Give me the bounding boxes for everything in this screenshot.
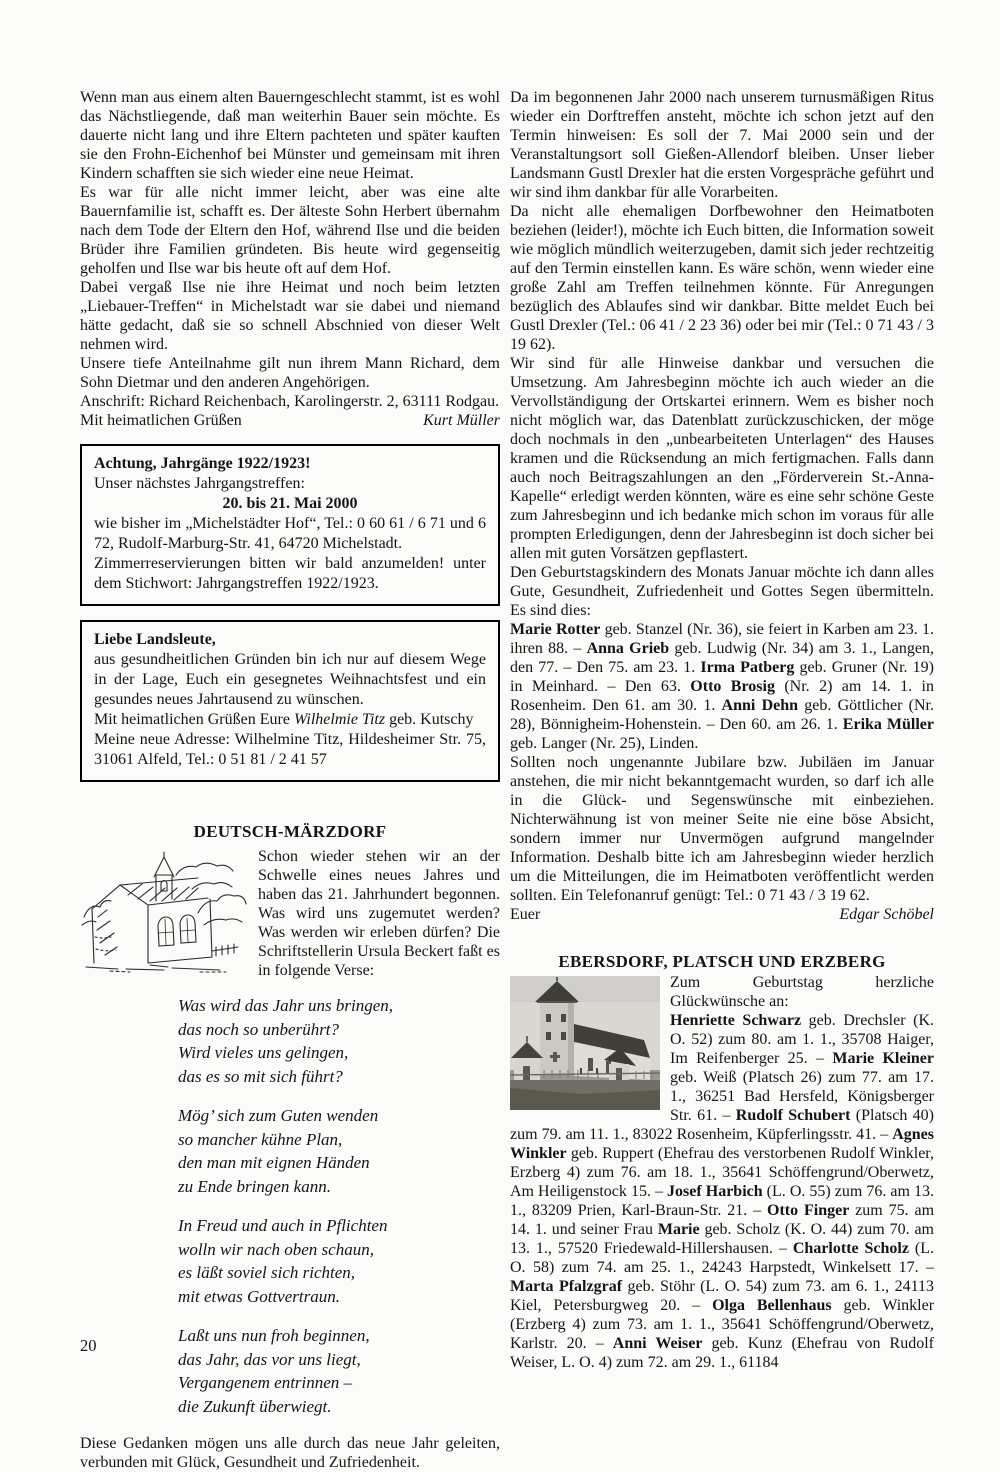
notice-title: Liebe Landsleute,	[94, 631, 216, 648]
notice-date: 20. bis 21. Mai 2000	[222, 495, 358, 512]
dorftreffen-paragraph: Da im begonnenen Jahr 2000 nach unserem turnusmäßigen Ritus wieder ein Dorftreffen ansteht, möchte ich schon jetzt auf den Termin hinweisen: Es soll der 7. Mai 2000 sein und der Veranstaltungsort soll Gießen-Allendorf bleiben. Unser lieber Landsmann Gustl Drexler hat die ersten Vorgespräche geführt und wir sind ihm dankbar für alle Vorarbeiten.	[510, 89, 934, 201]
two-column-layout	[80, 88, 934, 1472]
dorftreffen-paragraph: Wir sind für alle Hinweise dankbar und versuchen die Umsetzung. Am Jahresbeginn möchte ich auch wieder an die Vervollständigung der Ortskartei erinnern. Wem es bisher noch nicht möglich war, das Datenblatt zurückzuschicken, der möge doch nochmals in den „unbearbeiteten Unterlagen“ des Hauses kramen und die Rücksendung an mich fertigmachen. Falls dann auch noch Beitragszahlungen an den „Förderverein St.-Anna-Kapelle“ erledigt werden könnten, wäre es eine sehr schöne Geste zum Jahresbeginn und ich bedanke mich schon im voraus für alle prompten Erledigungen, denn der Jahresbeginn ist doch sicher bei allen mit guten Vorsätzen gepflastert.	[510, 355, 934, 562]
right-column	[510, 88, 934, 1472]
dorftreffen-paragraph: Da nicht alle ehemaligen Dorfbewohner den Heimatboten beziehen (leider!), möchte ich Euch bitten, die Information soweit wie möglich mündlich weiterzugeben, damit sich jeder rechtzeitig auf den Termin einstellen kann. Es wäre schön, wenn wieder eine große Zahl am Treffen teilnehmen könnte. Für Anregungen bezüglich des Ablaufes sind wir dankbar. Bitte meldet Euch bei Gustl Drexler (Tel.: 06 41 / 2 23 36) oder bei mir (Tel.: 0 71 43 / 3 19 62).	[510, 203, 934, 353]
notice-body: aus gesundheitlichen Gründen bin ich nur auf diesem Wege in der Lage, Euch ein gesegnetes Weihnachtsfest und ein gesundes neues Jahrtausend zu wünschen.	[94, 651, 486, 708]
poem-stanza: Was wird das Jahr uns bringen, das noch so unberührt? Wird vieles uns gelingen, das es so mit sich führt?	[178, 996, 394, 1086]
obituary-article	[80, 88, 500, 430]
signature-author: Kurt Müller	[423, 412, 500, 429]
ebersdorf-block	[510, 973, 934, 1372]
maerzdorf-closing-text: Diese Gedanken mögen uns alle durch das neue Jahr geleiten, verbunden mit Glück, Gesundheit und Zufriedenheit.	[80, 1435, 500, 1471]
signature-author: Edgar Schöbel	[839, 906, 934, 923]
notice-body: Meine neue Adresse: Wilhelmine Titz, Hildesheimer Str. 75, 31061 Alfeld, Tel.: 0 51 81 / 2 41 57	[94, 731, 486, 768]
obituary-paragraph: Unsere tiefe Anteilnahme gilt nun ihrem Mann Richard, dem Sohn Dietmar und den anderen Angehörigen.	[80, 355, 500, 391]
signature-greeting: Mit heimatlichen Grüßen	[80, 412, 242, 429]
jubilare-paragraph: Sollten noch ungenannte Jubilare bzw. Jubiläen im Januar anstehen, die mir nicht bekanntgemacht wurden, so darf ich alle in die Glück- und Segenswünsche mit einbeziehen. Nichterwähnung ist von meiner Seite nie eine böse Absicht, sondern immer nur Unvermögen aufgrund mangelnder Information. Deshalb bitte ich am Jahresbeginn wieder herzlich um die Mitteilungen, die im Heimatboten veröffentlicht werden sollten. Ein Telefonanruf genügt: Tel.: 0 71 43 / 3 19 62.	[510, 754, 934, 904]
maerzdorf-intro-text: Schon wieder stehen wir an der Schwelle eines neues Jahres und haben das 21. Jahrhundert begonnen. Was wird uns zugemutet werden? Was werden wir erleben dürfen? Die Schriftstellerin Ursula Beckert faßt es in folgende Verse:	[258, 848, 500, 979]
obituary-paragraph: Wenn man aus einem alten Bauerngeschlecht stammt, ist es wohl das Nächstliegende, daß man weiterhin Bauer sein möchte. Es dauerte nicht lang und ihre Eltern pachteten und später kauften sie den Frohn-Eichenhof bei Münster und gemeinsam mit ihren Kindern schafften sie sich wieder eine neue Heimat.	[80, 89, 500, 182]
dorftreffen-paragraph: Den Geburtstagskindern des Monats Januar möchte ich dann alles Gute, Gesundheit, Zufriedenheit und Gottes Segen übermitteln. Es sind dies:	[510, 564, 934, 619]
notice-line: Unser nächstes Jahrgangstreffen:	[94, 475, 305, 492]
page-number: 20	[80, 1336, 97, 1355]
ebersdorf-greetings-text: Henriette Schwarz geb. Drechsler (K. O. 52) zum 80. am 1. 1., 35708 Haiger, Im Reifenberger 25. – Marie Kleiner geb. Weiß (Platsch 26) zum 77. am 17. 1., 36251 Bad Hersfeld, Königsberger Str. 61. – Rudolf Schubert (Platsch 40) zum 79. am 11. 1., 83022 Rosenheim, Küpferlingsstr. 41. – Agnes Winkler geb. Ruppert (Ehefrau des verstorbenen Rudolf Winkler, Erzberg 4) zum 76. am 18. 1., 35641 Schöffengrund/Oberwetz, Am Heiligenstock 15. – Josef Harbich (L. O. 55) zum 76. am 13. 1., 83209 Prien, Karl-Braun-Str. 21. – Otto Finger zum 75. am 14. 1. und seiner Frau Marie geb. Scholz (K. O. 44) zum 70. am 13. 1., 57520 Friedewald-Hillershausen. – Charlotte Scholz (L. O. 58) zum 74. am 25. 1., 24243 Harpstedt, Winkelsett 17. – Marta Pfalzgraf geb. Stöhr (L. O. 54) zum 73. am 6. 1., 24113 Kiel, Petersburgweg 20. – Olga Bellenhaus geb. Winkler (Erzberg 4) zum 73. am 1. 1., 35641 Schöffengrund/Oberwetz, Karlstr. 20. – Anni Weiser geb. Kunz (Ehefrau von Rudolf Weiser, L. O. 4) zum 72. am 29. 1., 61184	[510, 1012, 935, 1371]
poem	[178, 994, 500, 1418]
church-sketch-illustration	[80, 851, 248, 973]
obituary-paragraph: Es war für alle nicht immer leicht, aber was eine alte Bauernfamilie ist, schafft es. Der älteste Sohn Herbert übernahm nach dem Tode der Eltern den Hof, während Ilse und die beiden Brüder ihre Familien gründeten. Bis heute wird gegenseitig geholfen und Ilse war bis heute oft auf dem Hof.	[80, 184, 500, 277]
dorftreffen-article	[510, 88, 934, 924]
poem-stanza: Laßt uns nun froh beginnen, das Jahr, das vor uns liegt, Vergangenem entrinnen – die Zukunft überwiegt.	[178, 1326, 370, 1416]
signature-greeting: Euer	[510, 906, 541, 923]
jahrgangstreffen-notice-box	[80, 444, 500, 606]
ebersdorf-intro-text: Zum Geburtstag herzliche Glückwünsche an:	[670, 974, 934, 1010]
church-photo	[510, 976, 660, 1110]
obituary-paragraph: Dabei vergaß Ilse nie ihre Heimat und noch beim letzten „Liebauer-Treffen“ in Michelstadt war sie dabei und niemand hätte gedacht, daß sie so schnell Abschnied von dieser Welt nehmen wird.	[80, 279, 500, 353]
section-heading-deutsch-maerzdorf: DEUTSCH-MÄRZDORF	[193, 822, 387, 841]
landsleute-notice-box	[80, 620, 500, 782]
notice-body: Mit heimatlichen Grüßen Eure Wilhelmie Titz geb. Kutschy	[94, 711, 474, 728]
section-heading-ebersdorf: EBERSDORF, PLATSCH UND ERZBERG	[558, 952, 886, 971]
notice-title: Achtung, Jahrgänge 1922/1923!	[94, 455, 311, 472]
notice-body: Zimmerreservierungen bitten wir bald anzumelden! unter dem Stichwort: Jahrgangstreffen 1922/1923.	[94, 555, 486, 592]
january-birthdays-text: Marie Rotter geb. Stanzel (Nr. 36), sie feiert in Karben am 23. 1. ihren 88. – Anna Grieb geb. Ludwig (Nr. 34) am 3. 1., Langen, den 77. – Den 75. am 23. 1. Irma Patberg geb. Gruner (Nr. 19) in Meinhard. – Den 63. Otto Brosig (Nr. 2) am 14. 1. in Rosenheim. Den 61. am 30. 1. Anni Dehn geb. Göttlicher (Nr. 28), Bönnigheim-Hohenstein. – Den 60. am 26. 1. Erika Müller geb. Langer (Nr. 25), Linden.	[510, 621, 935, 752]
notice-body: wie bisher im „Michelstädter Hof“, Tel.: 0 60 61 / 6 71 und 6 72, Rudolf-Marburg-Str. 41, 64720 Michelstadt.	[94, 515, 486, 552]
dorftreffen-signature	[510, 905, 934, 924]
left-column	[80, 88, 500, 1472]
poem-stanza: In Freud und auch in Pflichten wolln wir nach oben schaun, es läßt soviel sich richten, mit etwas Gottvertraun.	[178, 1216, 388, 1306]
maerzdorf-intro-block	[80, 847, 500, 980]
obituary-paragraph: Anschrift: Richard Reichenbach, Karolingerstr. 2, 63111 Rodgau.	[80, 393, 500, 410]
poem-stanza: Mög’ sich zum Guten wenden so mancher kühne Plan, den man mit eignen Händen zu Ende bringen kann.	[178, 1106, 379, 1196]
obituary-signature	[80, 411, 500, 430]
